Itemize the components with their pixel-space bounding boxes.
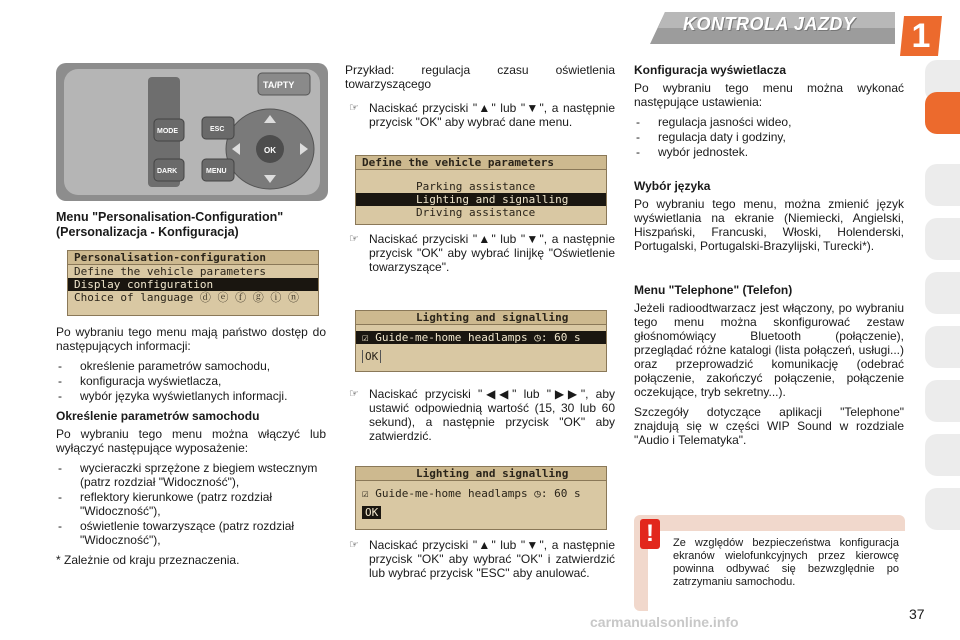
- page-number: 37: [909, 606, 925, 622]
- screen-row-selected[interactable]: Display configuration: [68, 278, 318, 291]
- screen-row-label: Guide-me-home headlamps: [375, 487, 528, 500]
- hand-pointer-icon: ☞: [349, 102, 359, 114]
- instruction-step: [345, 387, 615, 443]
- paragraph: Po wybraniu tego menu można wykonać następujące ustawienia:: [634, 81, 904, 109]
- watermark: carmanualsonline.info: [590, 614, 739, 630]
- list-item: - wybór jednostek.: [634, 145, 904, 159]
- ok-label: OK: [362, 350, 381, 363]
- step-text: Naciskać przyciski "▲" lub "▼", a następnie przycisk "OK" aby wybrać linijkę "Oświetlenie towarzyszące".: [369, 232, 615, 274]
- clock-icon: ◷: [534, 331, 541, 344]
- screen-row-selected[interactable]: Lighting and signalling: [356, 193, 606, 206]
- screen-row-label: Choice of language: [74, 291, 194, 304]
- subheading: Konfiguracja wyświetlacza: [634, 63, 787, 77]
- step-block: [345, 538, 615, 580]
- ok-button[interactable]: [356, 350, 606, 363]
- screen-row-selected[interactable]: ☑ Guide-me-home headlamps ◷: 60 s: [356, 331, 606, 344]
- list-item: - reflektory kierunkowe (patrz rozdział "Widoczność"),: [56, 490, 326, 518]
- unit-label: s: [573, 331, 581, 344]
- subheading: Określenie parametrów samochodu: [56, 409, 260, 423]
- control-panel-illustration: [56, 63, 328, 201]
- display-screen: [67, 250, 319, 316]
- chapter-tab[interactable]: [925, 488, 960, 530]
- step-block: [345, 232, 615, 274]
- clock-icon: ◷: [534, 487, 541, 500]
- column-right: [634, 63, 904, 453]
- dark-label: DARK: [157, 168, 178, 175]
- paragraph: Jeżeli radioodtwarzacz jest włączony, po wybraniu tego menu można skonfigurować zestaw głośnomówiący Bluetooth (połączenie), przeglądać różne katalogi (lista połączeń, usługi...) oraz przeprowadzić komunikację (odebrać połączenie, zakończyć połączenie, połączenie oczekujące, tryb sekretny...).: [634, 301, 904, 399]
- list-item: - wycieraczki sprzężone z biegiem wstecznym (patrz rozdział "Widoczność"),: [56, 461, 326, 489]
- column-left-body: [56, 325, 326, 573]
- value-field[interactable]: 60: [554, 331, 568, 344]
- screen-row[interactable]: [68, 291, 318, 304]
- list-item: - oświetlenie towarzyszące (patrz rozdział "Widoczność"),: [56, 519, 326, 547]
- chapter-tab[interactable]: [925, 218, 960, 260]
- equipment-list: [56, 461, 326, 547]
- chapter-tab[interactable]: [925, 272, 960, 314]
- hand-pointer-icon: ☞: [349, 539, 359, 551]
- screen-row-label: Guide-me-home headlamps: [375, 331, 528, 344]
- ta-pty-label: TA/PTY: [263, 80, 295, 90]
- esc-label: ESC: [210, 126, 225, 133]
- unit-label: s: [573, 487, 581, 500]
- list-item: - konfiguracja wyświetlacza,: [56, 374, 326, 388]
- display-screen: [355, 310, 607, 372]
- ok-label: OK: [362, 506, 381, 519]
- safety-warning-box: [634, 515, 905, 611]
- value-field[interactable]: 60: [554, 487, 568, 500]
- screen-title: Lighting and signalling: [356, 467, 606, 481]
- screen-row[interactable]: Parking assistance: [416, 180, 536, 193]
- subheading: Wybór języka: [634, 179, 711, 193]
- chapter-tab[interactable]: [925, 434, 960, 476]
- list-item: - wybór języka wyświetlanych informacji.: [56, 389, 326, 403]
- screen-row[interactable]: Define the vehicle parameters: [74, 265, 267, 278]
- column-left: [56, 210, 326, 252]
- section-title: KONTROLA JAZDY: [683, 14, 856, 34]
- menu-heading: Menu "Personalisation-Configuration" (Personalizacja - Konfiguracja): [56, 210, 284, 239]
- screen-row[interactable]: Driving assistance: [416, 206, 536, 219]
- warning-exclamation-icon: !: [640, 519, 660, 549]
- step-text: Naciskać przyciski "▲" lub "▼", a następnie przycisk "OK" aby wybrać dane menu.: [369, 101, 615, 129]
- chapter-badge: [898, 14, 944, 58]
- paragraph: Przykład: regulacja czasu oświetlenia towarzyszącego: [345, 63, 615, 91]
- screen-title: Lighting and signalling: [356, 311, 606, 325]
- footnote: * Zależnie od kraju przeznaczenia.: [56, 553, 240, 567]
- display-screen: [355, 155, 607, 225]
- page-header: [0, 0, 960, 60]
- instruction-step: [345, 101, 615, 129]
- chapter-tabs: [925, 60, 960, 620]
- list-item: - regulacja jasności wideo,: [634, 115, 904, 129]
- instruction-step: [345, 232, 615, 274]
- list-item: - określenie parametrów samochodu,: [56, 359, 326, 373]
- language-flag-icons: ⓓ ⓔ ⓕ ⓖ ⓘ ⓝ: [199, 291, 299, 304]
- instruction-step: [345, 538, 615, 580]
- info-list: [56, 359, 326, 403]
- column-middle: [345, 63, 615, 129]
- chapter-tab[interactable]: [925, 164, 960, 206]
- hand-pointer-icon: ☞: [349, 388, 359, 400]
- warning-inner: [646, 520, 905, 611]
- ok-label: OK: [264, 146, 276, 155]
- display-screen: [355, 466, 607, 530]
- screen-title: Define the vehicle parameters: [356, 156, 606, 170]
- display-config-list: [634, 115, 904, 159]
- subheading: Menu "Telephone" (Telefon): [634, 283, 793, 297]
- mode-label: MODE: [157, 128, 178, 135]
- menu-label: MENU: [206, 168, 227, 175]
- step-text: Naciskać przyciski "◀◀" lub "▶▶", aby ustawić odpowiednią wartość (15, 30 lub 60 sekund), a następnie przycisk "OK" aby zatwierdzić.: [369, 387, 615, 443]
- paragraph: Po wybraniu tego menu, można zmienić język wyświetlania na ekranie (Niemiecki, Angielski, Hiszpański, Francuski, Włoski, Holenderski, Portugalski, Portugalski-Brazylijski, Turecki*).: [634, 197, 904, 253]
- paragraph: Szczegóły dotyczące aplikacji "Telephone" znajdują się w części WIP Sound w rozdziale "Audio i Telematyka".: [634, 405, 904, 447]
- paragraph: Po wybraniu tego menu mają państwo dostęp do następujących informacji:: [56, 325, 326, 353]
- chapter-tab-active[interactable]: [925, 92, 960, 134]
- step-block: [345, 387, 615, 443]
- warning-text: Ze względów bezpieczeństwa konfiguracja ekranów wielofunkcyjnych przez kierowcę powinna odbywać się bezwzględnie po zatrzymaniu samochodu.: [673, 537, 899, 588]
- ok-button-selected[interactable]: [356, 506, 606, 519]
- chapter-number: 1: [911, 17, 931, 55]
- list-item: - regulacja daty i godziny,: [634, 130, 904, 144]
- paragraph: Po wybraniu tego menu można włączyć lub wyłączyć następujące wyposażenie:: [56, 427, 326, 455]
- screen-row[interactable]: ☑ Guide-me-home headlamps ◷: 60 s: [362, 487, 581, 500]
- hand-pointer-icon: ☞: [349, 233, 359, 245]
- step-text: Naciskać przyciski "▲" lub "▼", a następnie przycisk "OK" aby wybrać "OK" i zatwierdzić lub wybrać przycisk "ESC" aby anulować.: [369, 538, 615, 580]
- chapter-tab[interactable]: [925, 380, 960, 422]
- screen-title: Personalisation-configuration: [68, 251, 318, 265]
- chapter-tab[interactable]: [925, 326, 960, 368]
